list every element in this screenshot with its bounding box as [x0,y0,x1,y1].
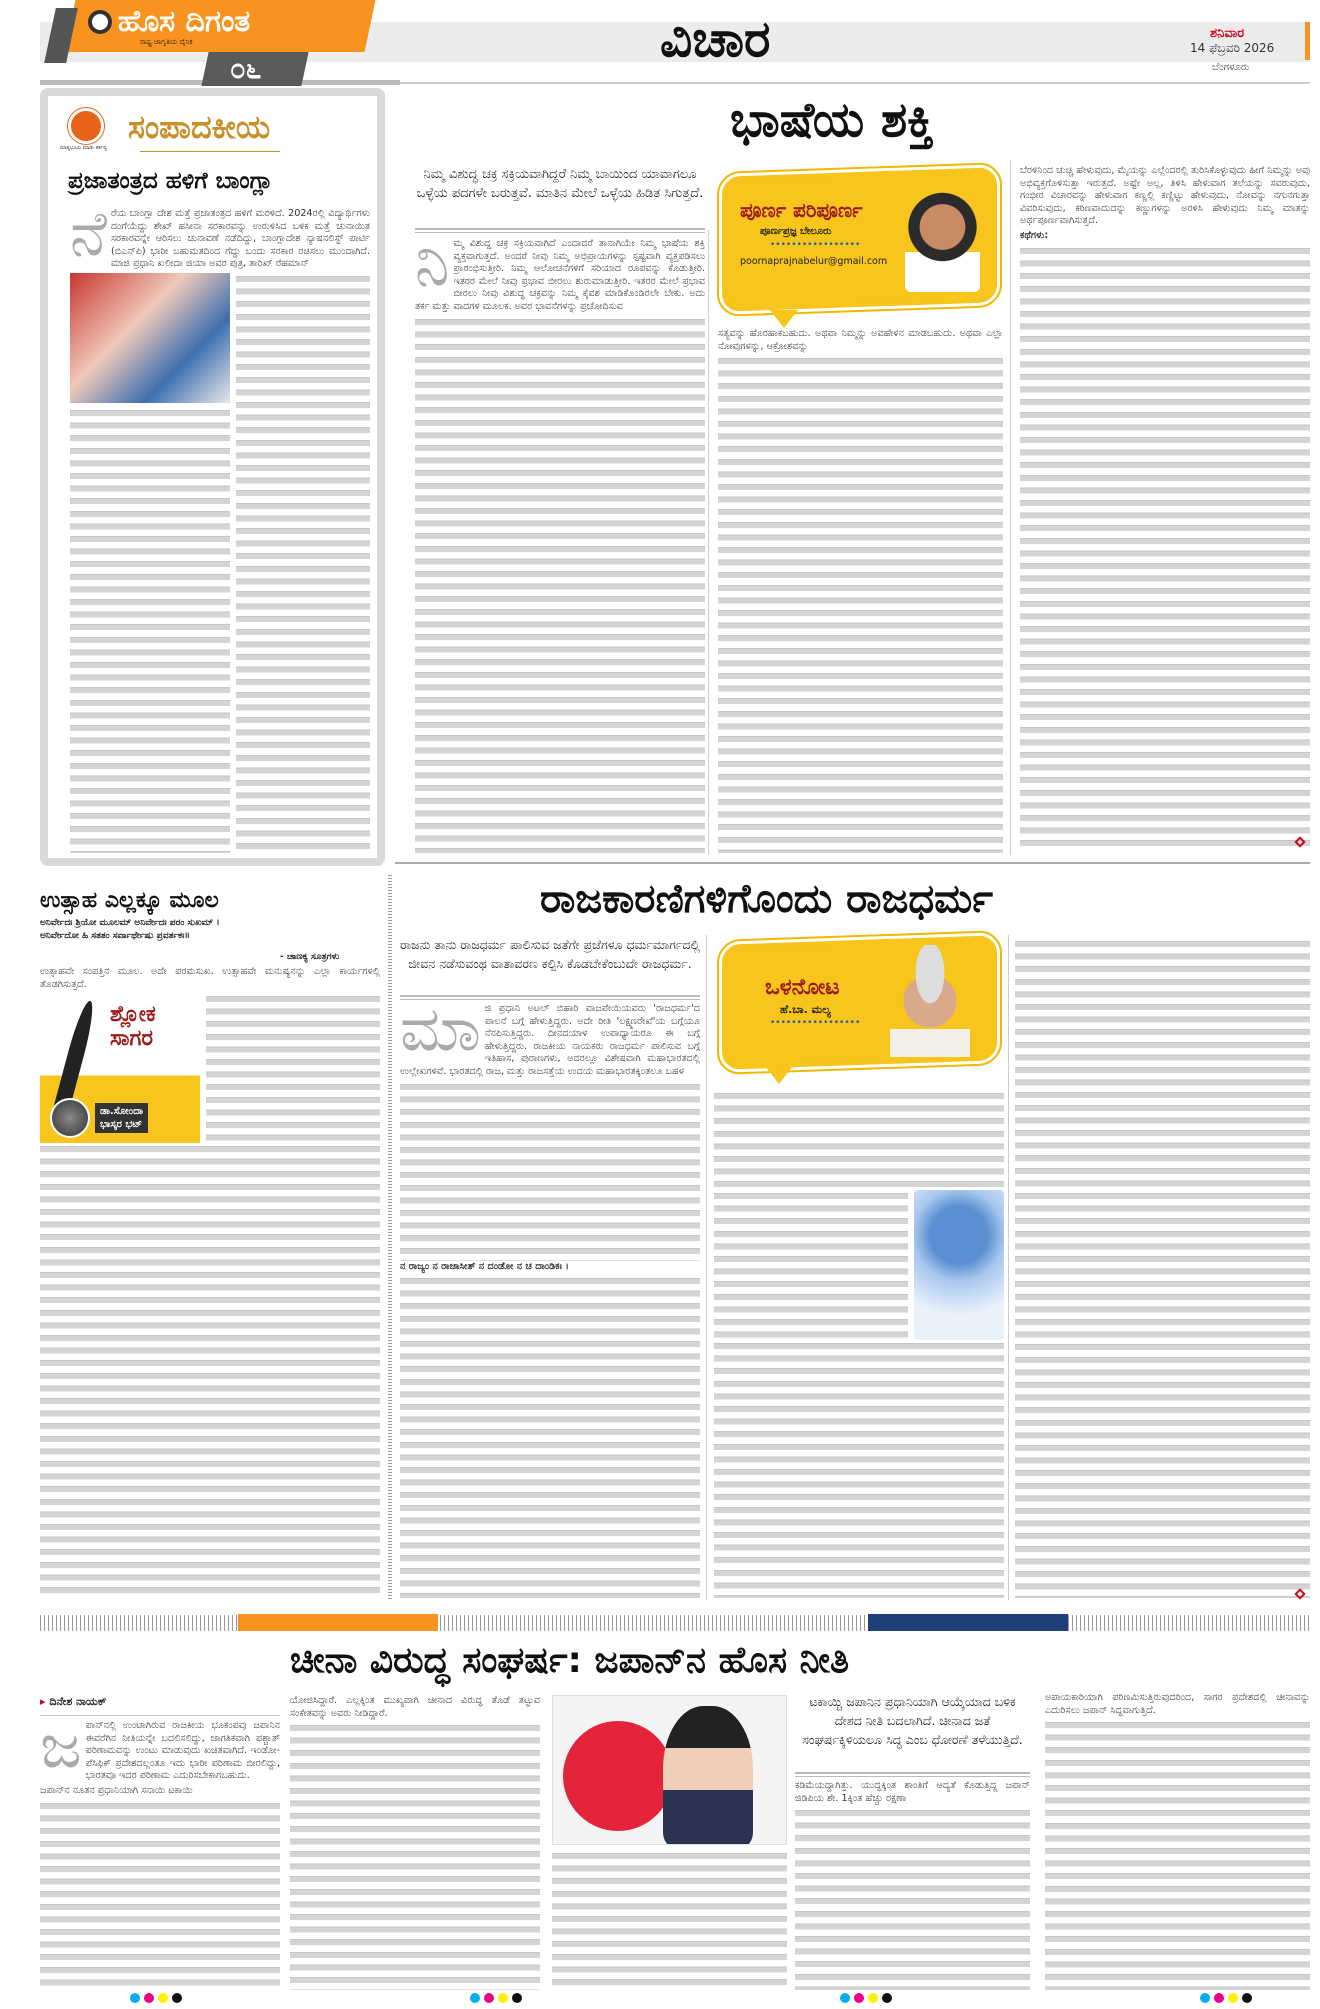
page-number: ೦೬ [230,52,262,85]
logo-tagline: ರಾಷ್ಟ್ರ ಜಾಗೃತಿಯ ದೈನಿಕ [140,38,193,46]
sanskrit-quote: ನ ರಾಜ್ಯಂ ನ ರಾಜಾಸೀತ್ ನ ದಂಡೋ ನ ಚ ದಾಂಡಿಕಃ । [400,1260,569,1272]
japan-title: ಚೀನಾ ವಿರುದ್ಧ ಸಂಘರ್ಷ: ಜಪಾನ್‌ನ ಹೊಸ ನೀತಿ [290,1640,850,1681]
takaichi-caricature [663,1706,753,1845]
columnist-photo [905,192,980,292]
column-name: ಒಳನೋಟ [765,975,840,1000]
bhashe-deck: ನಿಮ್ಮ ವಿಶುದ್ಧ ಚಕ್ರ ಸಕ್ರಿಯವಾಗಿದ್ದರೆ ನಿಮ್ಮ ಬಾಯಿಂದ ಯಾವಾಗಲೂ ಒಳ್ಳೆಯ ಪದಗಳೇ ಬರುತ್ತವೆ. ಮಾತಿನ ಮೇಲೆ ಒಳ್ಳೆಯ ಹಿಡಿತ ಸಿಗುತ್ತದೆ. [416,167,704,201]
navy-stripe [868,1614,1068,1631]
logo-name: ಹೊಸ ದಿಗಂತ [118,4,251,39]
quill-icon [54,999,98,1109]
utsaha-title: ಉತ್ಸಾಹ ಎಲ್ಲಕ್ಕೂ ಮೂಲ [40,888,219,913]
shloka-source: - ಚಾಣಕ್ಯ ಸೂತ್ರಗಳು [280,952,340,962]
editorial-label: ಸಂಪಾದಕೀಯ [128,108,271,146]
section-title: ವಿಚಾರ [660,10,771,68]
japan-deck: ಟಕಾಯ್ಚಿ ಜಪಾನಿನ ಪ್ರಧಾನಿಯಾಗಿ ಆಯ್ಕೆಯಾದ ಬಳಿಕ ದೇಶದ ನೀತಿ ಬದಲಾಗಿದೆ. ಚೀನಾದ ಜತೆ ಸಂಘರ್ಷಕ್ಕಿಳಿಯಲೂ ಸಿದ್ಧ ಎಂಬ ಧೋರಣೆ ತಳೆಯುತ್ತಿದೆ. [802,1694,1023,1747]
utsaha-body: ಉತ್ಸಾಹವೇ ಸಂಪತ್ತಿನ ಮೂಲ. ಅದೇ ಪರಮಸುಖ. ಉತ್ಸಾಹವೇ ಮನುಷ್ಯನನ್ನು ಎಲ್ಲಾ ಕಾರ್ಯಗಳಲ್ಲಿ ತೊಡಗಿಸುತ್ತದೆ. ಶ್ಲೋಕ ಸಾಗರ ಡಾ.ಸೋಂದಾ ಭಾಸ್ಕರ ಭಟ್ [40,966,380,1598]
rama-illustration [914,1190,1004,1340]
rising-sun-icon [563,1721,673,1831]
registration-marks [130,1993,182,2003]
columnist-name: ಹೆ.ಬಾ. ಮಲ್ಯ [780,1003,831,1016]
editorial-emblem-icon [68,108,104,144]
bhashe-title: ಭಾಷೆಯ ಶಕ್ತಿ [730,92,934,148]
editorial-title: ಪ್ರಜಾತಂತ್ರದ ಹಳಿಗೆ ಬಾಂಗ್ಲಾ [68,168,273,194]
shloka-line: ಅನಿರ್ವೇದೋ ಹಿ ಸತತಂ ಸರ್ವಾರ್ಥೇಷು ಪ್ರವರ್ತಕಃ॥ [40,931,190,941]
byline-arrow-icon: ▸ [40,1695,46,1708]
bhashe-col1: ನಿಮ್ಮ ವಿಶುದ್ಧ ಚಕ್ರ ಸಕ್ರಿಯವಾಗಿದೆ ಎಂದಾದರೆ ತಾನಾಗಿಯೇ ನಿಮ್ಮ ಭಾಷೆಯ ಶಕ್ತಿ ವ್ಯಕ್ತವಾಗುತ್ತದೆ. ಅಂದರೆ ನೀವು ನಿಮ್ಮ ಅಭಿಪ್ರಾಯಗಳನ್ನು ಸ್ಪಷ್ಟವಾಗಿ ವ್ಯಕ್ತಪಡಿಸಲು ಪ್ರಾರಂಭಿಸುತ್ತೀರಿ. ನಿಮ್ಮ ಆಲೋಚನೆಗಳಿಗೆ ಸರಿಯಾದ ರೂಪವನ್ನು ಕೊಡುತ್ತೀರಿ. ಇತರರ ಮೇಲೆ ನೀವು ಪ್ರಭಾವ ಬೀರಲು ಶುರುಮಾಡುತ್ತೀರಿ. ಇತರರ ಮೇಲೆ ಪ್ರಭಾವ ಬೀರಲು ನೀವು ವಿಶುದ್ಧ ಚಕ್ರವನ್ನು ನಿಮ್ಮ ಕೈವಶ ಮಾಡಿಕೊಂಡಿರಲೇ ಬೇಕು. ಅದು ತರ್ಕ ಮತ್ತು ವಾದಗಳ ಮೂಲಕ. ಅವರ ಭಾವನೆಗಳನ್ನು ಪ್ರಚೋದಿಸುವ [415,238,705,853]
japan-col2: ಯೋಜಿಸಿದ್ದಾರೆ. ಎಲ್ಲಕ್ಕಿಂತ ಮುಖ್ಯವಾಗಿ ಚೀನಾದ ವಿರುದ್ಧ ತೊಡೆ ತಟ್ಟುವ ಸಂಕೇತವನ್ನು ಅವರು ನೀಡಿದ್ದಾರೆ. [290,1695,540,1990]
registration-marks [840,1993,892,2003]
city: ಬೆಂಗಳೂರು [1212,62,1250,73]
masthead [40,0,1310,85]
bhashe-col3: ಬೆರಳಿನಿಂದ ಚುಚ್ಚಿ ಹೇಳುವುದು, ಮೈಯನ್ನು ಎಲ್ಲೆಂದರಲ್ಲಿ ತುರಿಸಿಕೊಳ್ಳುವುದು ಹೀಗೆ ನಿಮ್ಮನ್ನು ಅವು ಅಭಿವ್ಯಕ್ತಗೊಳಿಸುತ್ತಾ ಇರುತ್ತದೆ. ಅಷ್ಟೇ ಅಲ್ಲ, ತಿಳಿಸಿ ಹೇಳುವಾಗ ತಲೆಯನ್ನು ಸವರುವುದು, ಗಂಭೀರ ವಿಚಾರವನ್ನು ಹೇಳುವಾಗ ಕಣ್ಣಲ್ಲಿ ಕಣ್ಣಿಟ್ಟು ಹೇಳುವುದು, ನೋವನ್ನು ನಗುನಗುತ್ತಾ ವಿವರಿಸುವುದು, ಕಠಿಣವಾದುದನ್ನು ಕಣ್ಣುಗಳನ್ನು ಅರಳಿಸಿ ಹೇಳುವುದು ನಿಮ್ಮ ಮಾತನ್ನು ಅರ್ಥಪೂರ್ಣವಾಗಿಸುತ್ತದೆ. ಕಥೆಗಳು: [1020,165,1310,853]
japan-col4: ಕಡಿಮೆಯದ್ದಾಗಿತ್ತು. ಯುದ್ಧಕ್ಕಿಂತ ಶಾಂತಿಗೆ ಆದ್ಯತೆ ಕೊಡುತ್ತಿದ್ದ ಜಪಾನ್ ಜಿಡಿಪಿಯ ಶೇ. 1ಕ್ಕಿಂತ ಹೆಚ್ಚು ರಕ್ಷಣಾ [795,1780,1030,1990]
editorial-emblem-text: ಮಾತೃಭೂಮಿ ಮಾಡು ಕರ್ತವ್ಯ [60,145,108,151]
author-byline: ▸ ದಿನೇಶ ನಾಯಕ್ [40,1695,280,1716]
registration-marks [1200,1993,1252,2003]
orange-stripe [238,1614,438,1631]
registration-marks [470,1993,522,2003]
rajadharma-title: ರಾಜಕಾರಣಿಗಳಿಗೊಂದು ರಾಜಧರ್ಮ [540,876,993,922]
japan-col1: ಜಪಾನ್‌ನಲ್ಲಿ ಉಂಟಾಗಿರುವ ರಾಜಕೀಯ ಭೂಕಂಪವು ಜಪಾನಿನ ಈವರೆಗಿನ ನೀತಿಯನ್ನೇ ಬದಲಿಸಲಿದ್ದು, ಜಾಗತಿಕವಾಗಿ ಪಶ್ಚಾತ್ ಪರಿಣಾಮವನ್ನು ಉಂಟು ಮಾಡುವುದು ಖಚಿತವಾಗಿದೆ. ಇಂಡೋ-ಪೆಸಿಫಿಕ್ ಪ್ರದೇಶದಲ್ಲಂತೂ ಇದು ಭಾರೀ ಪರಿಣಾಮ ಬೀರಲಿದ್ದು, ಭಾರತವೂ ಇದರ ಪರಿಣಾಮ ಎದುರಿಸಬೇಕಾಗಬಹುದು. ಜಪಾನ್‌ನ ನೂತನ ಪ್ರಧಾನಿಯಾಗಿ ಸನಾಯಿ ಟಕಾಯಿ [40,1720,280,1990]
day: ಶನಿವಾರ [1210,26,1245,41]
shloka-line: ಅನಿರ್ವೇದಃ ಶ್ರಿಯೋ ಮೂಲಮ್ ಅನಿರ್ವೇದಃ ಪರಂ ಸುಖಮ್ । [40,918,220,928]
shloka-sagara-badge: ಶ್ಲೋಕ ಸಾಗರ ಡಾ.ಸೋಂದಾ ಭಾಸ್ಕರ ಭಟ್ [40,993,200,1143]
editorial-photo [70,273,230,403]
rajadharma-col2 [714,1090,1004,1598]
japan-col3 [552,1850,787,1990]
columnist-email[interactable]: poornaprajnabelur@gmail.com [740,256,888,267]
date: 14 ಫೆಬ್ರವರಿ 2026 [1190,41,1275,55]
columnist-name: ಪೂರ್ಣಪ್ರಜ್ಞ ಬೇಲೂರು [760,226,832,237]
rajadharma-col1: ಮಾಜಿ ಪ್ರಧಾನಿ ಅಟಲ್ ಬಿಹಾರಿ ವಾಜಪೇಯಿಯವರು 'ರಾಜಧರ್ಮ'ದ ಪಾಲನೆ ಬಗ್ಗೆ ಹೇಳುತ್ತಿದ್ದರು. ಅದೇ ರೀತಿ 'ಲಕ್ಷ್ಮಣರೇಖೆ'ಯ ಬಗ್ಗೆಯೂ ನೆನಪಿಸುತ್ತಿದ್ದರು. ದೀನದಯಾಳ ಉಪಾಧ್ಯಾಯರೂ ಈ ಬಗ್ಗೆ ಹೇಳುತ್ತಿದ್ದರು. ರಾಜಕೀಯ ನಾಯಕರು ರಾಜಧರ್ಮ ಪಾಲಿಸುವ ಬಗ್ಗೆ ಇತಿಹಾಸ, ಪುರಾಣಗಳು, ಅದರಲ್ಲೂ ವಿಶೇಷವಾಗಿ ಮಹಾಭಾರತದಲ್ಲಿ ಉಲ್ಲೇಖಗಳಿವೆ. ಭಾರತದಲ್ಲಿ ರಾಜ, ಮತ್ತು ರಾಜಸತ್ತೆಯ ಉದಯ ಮಹಾಭಾರತಕ್ಕಿಂತಲೂ ಬಹಳ ನ ರಾಜ್ಯಂ ನ ರಾಜಾಸೀತ್ ನ ದಂಡೋ ನ ಚ ದಾಂಡಿಕಃ । [400,1003,700,1598]
rajadharma-col3 [1015,938,1310,1598]
japan-col5: ಅಪಾಯಕಾರಿಯಾಗಿ ಪರಿಣಮಿಸುತ್ತಿರುವುದರಿಂದ, ಸಾಗರ ಪ್ರದೇಶದಲ್ಲಿ ಚೀನಾವನ್ನು ಎದುರಿಸಲು ಜಪಾನ್ ಸಿದ್ಧವಾಗುತ್ತಿದೆ. [1045,1692,1310,1990]
rajadharma-deck: ರಾಜನು ತಾನು ರಾಜಧರ್ಮ ಪಾಲಿಸುವ ಜತೆಗೇ ಪ್ರಜೆಗಳೂ ಧರ್ಮಮಾರ್ಗದಲ್ಲಿ ಜೀವನ ನಡೆಸುವಂಥ ವಾತಾವರಣ ಕಲ್ಪಿಸಿ ಕೊಡಬೇಕೆಂಬುದೇ ರಾಜಧರ್ಮ. [400,937,700,971]
bhashe-col2: ಸತ್ಯವನ್ನು ಹೊರಹಾಕಬಹುದು. ಅಥವಾ ನಿಮ್ಮನ್ನು ಅವಹೇಳನ ಮಾಡಬಹುದು. ಅಥವಾ ಎಲ್ಲಾ ನೋವುಗಳನ್ನು, ಆಕ್ರೋಶವನ್ನು [718,328,1003,853]
author-photo [50,1098,90,1138]
columnist-photo [890,945,970,1057]
column-name: ಪೂರ್ಣ ಪರಿಪೂರ್ಣ [740,198,863,222]
japan-illustration [552,1695,787,1845]
editorial-body: ನೆರೆಯ ಬಾಂಗ್ಲಾ ದೇಶ ಮತ್ತೆ ಪ್ರಜಾತಂತ್ರದ ಹಳಿಗೆ ಮರಳಿದೆ. 2024ರಲ್ಲಿ ವಿದ್ಯಾರ್ಥಿಗಳು ದಂಗೆಯೆದ್ದು ಶೇಖ್ ಹಸೀನಾ ಸರಕಾರವನ್ನು ಉರುಳಿಸಿದ ಬಳಿಕ ಮತ್ತೆ ಚುನಾಯಿತ ಸರಕಾರವನ್ನೇ ಆರಿಸಲು ಚುನಾವಣೆ ನಡೆದಿದ್ದು, ಬಾಂಗ್ಲಾದೇಶ ನ್ಯಾಷನಲಿಸ್ಟ್ ಪಾರ್ಟಿ (ಬಿಎನ್‌ಪಿ) ಭಾರೀ ಬಹುಮತದಿಂದ ಗೆದ್ದು ಬಂದು ಸರಕಾರ ರಚಿಸಲು ಮುಂದಾಗಿದೆ. ಮಾಜಿ ಪ್ರಧಾನಿ ಖಲೀದಾ ಜಿಯಾ ಅವರ ಪುತ್ರ, ತಾರಿಖ್ ರೆಹಮಾನ್ [70,208,370,853]
lamp-logo-icon [88,10,112,34]
